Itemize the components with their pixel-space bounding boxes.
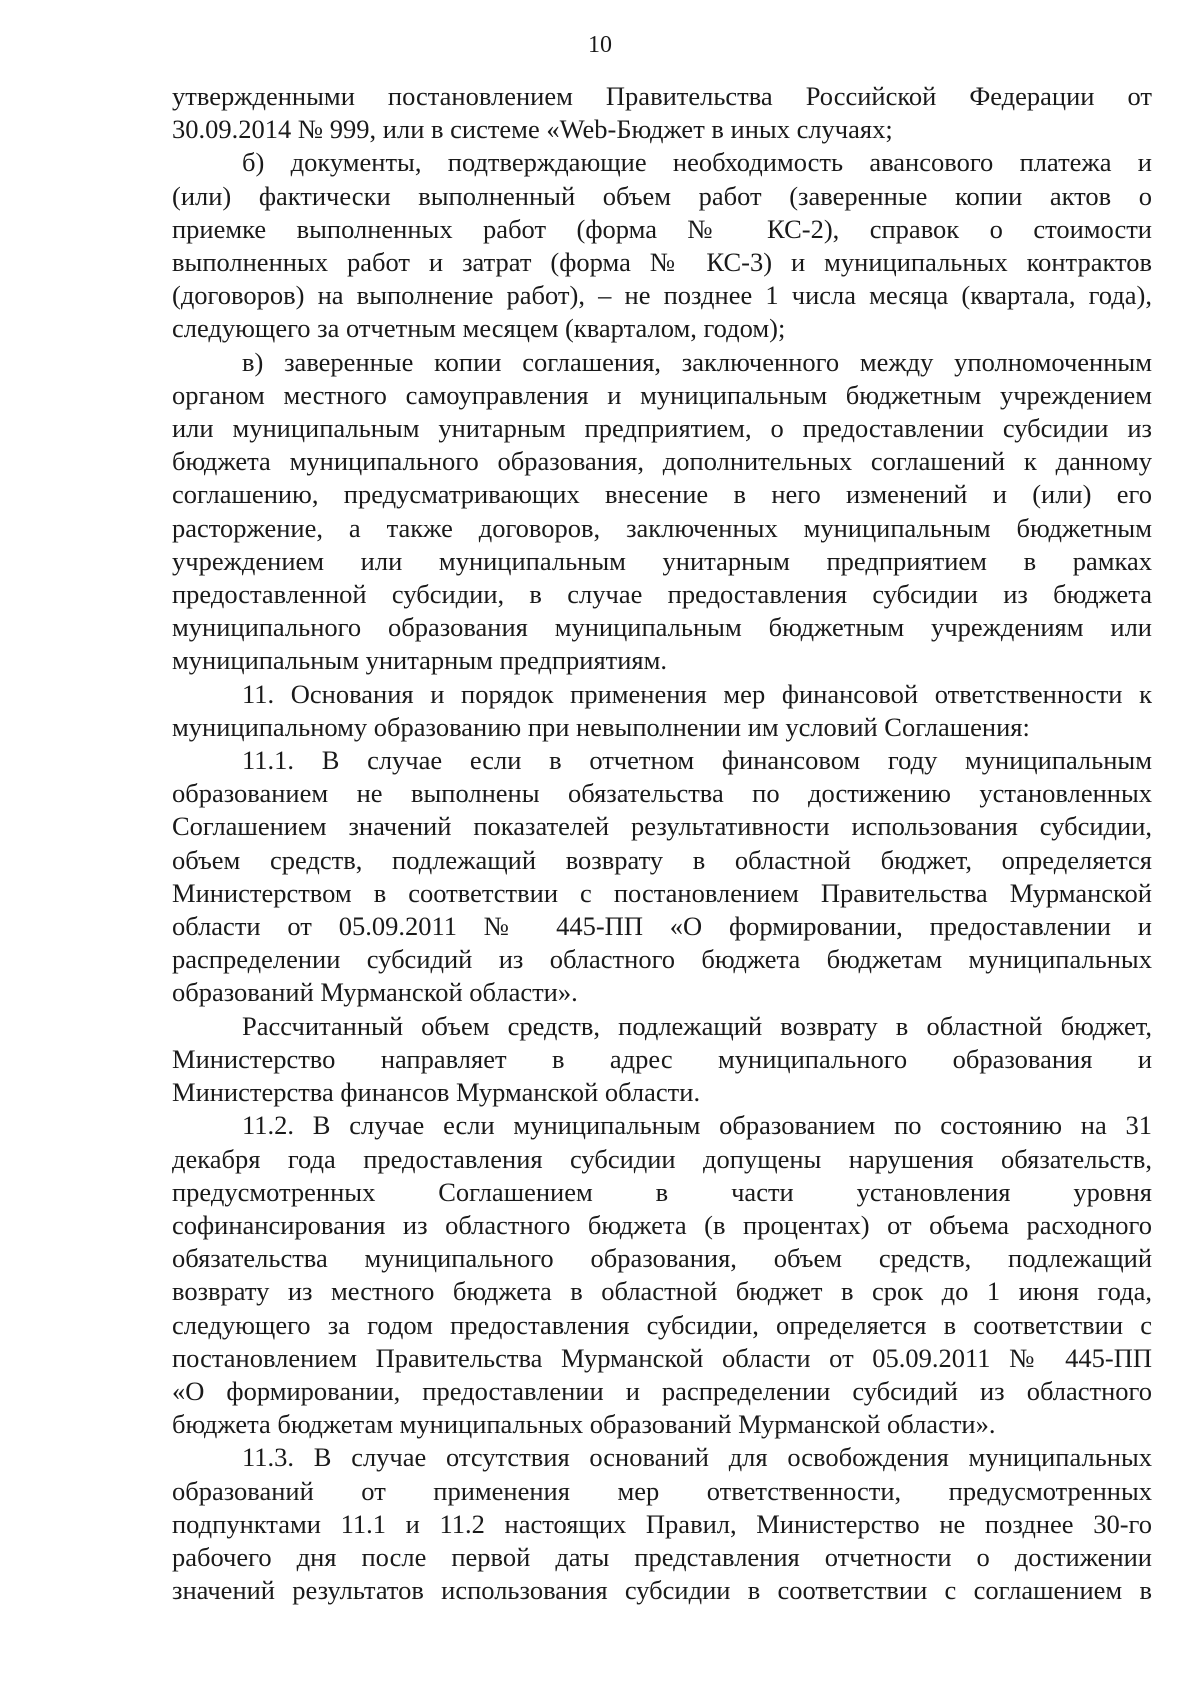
text-line: расторжение, а также договоров, заключенных муниципальным бюджетным — [172, 512, 1152, 543]
text-line: соглашению, предусматривающих внесение в него изменений и (или) его — [172, 479, 1152, 510]
text-line: образований Мурманской области». — [172, 977, 578, 1008]
paragraph-v — [172, 346, 1152, 645]
text-line: 11.3. В случае отсутствия оснований для освобождения муниципальных — [242, 1442, 1152, 1473]
text-line-last: 30.09.2014 № 999, или в системе «Web-Бюджет в иных случаях; — [172, 114, 893, 145]
text-line: декабря года предоставления субсидии допущены нарушения обязательств, — [172, 1143, 1152, 1174]
paragraph-11-2 — [172, 1109, 1152, 1408]
paragraph-11-3 — [172, 1441, 1152, 1607]
paragraph-b — [172, 146, 1152, 312]
text-line: значений результатов использования субсидии в соответствии с соглашением в — [172, 1575, 1152, 1606]
text-line: предоставленной субсидии, в случае предоставления субсидии из бюджета — [172, 579, 1152, 610]
text-line: обязательства муниципального образования, объем средств, подлежащий — [172, 1243, 1152, 1274]
text-line: в) заверенные копии соглашения, заключенного между уполномоченным — [242, 346, 1152, 377]
text-line: «О формировании, предоставлении и распределении субсидий из областного — [172, 1375, 1152, 1406]
text-line: 11.2. В случае если муниципальным образованием по состоянию на 31 — [242, 1110, 1152, 1141]
paragraph-calculated — [172, 1010, 1152, 1076]
paragraph-11-1-end — [172, 976, 1152, 1009]
text-line: органом местного самоуправления и муниципальным бюджетным учреждением — [172, 379, 1152, 410]
document-body — [172, 80, 1152, 1607]
text-line: или муниципальным унитарным предприятием, о предоставлении субсидии из — [172, 413, 1152, 444]
page-number: 10 — [588, 32, 612, 58]
text-line: 11. Основания и порядок применения мер финансовой ответственности к — [242, 678, 1152, 709]
text-line: образованием не выполнены обязательства по достижению установленных — [172, 778, 1152, 809]
paragraph-b-end — [172, 312, 1152, 345]
paragraph-11-2-end — [172, 1408, 1152, 1441]
text-line: объем средств, подлежащий возврату в областной бюджет, определяется — [172, 844, 1152, 875]
text-line: утвержденными постановлением Правительства Российской Федерации от — [172, 81, 1152, 111]
text-line: рабочего дня после первой даты представления отчетности о достижении — [172, 1541, 1152, 1572]
paragraph-calculated-end — [172, 1076, 1152, 1109]
paragraph-11-1 — [172, 744, 1152, 976]
text-line: муниципальным унитарным предприятиям. — [172, 645, 667, 676]
section-11-heading — [172, 678, 1152, 711]
text-line: бюджета муниципального образования, дополнительных соглашений к данному — [172, 446, 1152, 477]
text-line: приемке выполненных работ (форма № КС-2), справок о стоимости — [172, 213, 1152, 244]
text-line: Министерство направляет в адрес муниципального образования и — [172, 1043, 1152, 1074]
text-line: (или) фактически выполненный объем работ (заверенные копии актов о — [172, 180, 1152, 211]
text-line: Соглашением значений показателей результативности использования субсидии, — [172, 811, 1152, 842]
text-line: выполненных работ и затрат (форма № КС-3) и муниципальных контрактов — [172, 247, 1152, 278]
text-line: муниципального образования муниципальным бюджетным учреждениям или — [172, 612, 1152, 643]
text-line: постановлением Правительства Мурманской области от 05.09.2011 № 445-ПП — [172, 1342, 1152, 1373]
text-line: 11.1. В случае если в отчетном финансовом году муниципальным — [242, 745, 1152, 776]
text-line: Рассчитанный объем средств, подлежащий возврату в областной бюджет, — [242, 1010, 1152, 1041]
text-line: бюджета бюджетам муниципальных образований Мурманской области». — [172, 1409, 996, 1440]
text-line: Министерством в соответствии с постановлением Правительства Мурманской — [172, 877, 1152, 908]
text-line: образований от применения мер ответственности, предусмотренных — [172, 1475, 1152, 1506]
paragraph-v-end — [172, 644, 1152, 677]
text-line: софинансирования из областного бюджета (в процентах) от объема расходного — [172, 1209, 1152, 1240]
text-line: Министерства финансов Мурманской области. — [172, 1077, 701, 1108]
text-line: (договоров) на выполнение работ), – не позднее 1 числа месяца (квартала, года), — [172, 280, 1152, 311]
text-line: б) документы, подтверждающие необходимость авансового платежа и — [242, 147, 1152, 178]
text-line: учреждением или муниципальным унитарным предприятием в рамках — [172, 545, 1152, 576]
text-line: следующего за годом предоставления субсидии, определяется в соответствии с — [172, 1309, 1152, 1340]
section-11-heading-end — [172, 711, 1152, 744]
text-line: подпунктами 11.1 и 11.2 настоящих Правил, Министерство не позднее 30-го — [172, 1508, 1152, 1539]
paragraph-continuation — [172, 80, 1152, 146]
text-line: муниципальному образованию при невыполнении им условий Соглашения: — [172, 711, 1030, 742]
text-line: предусмотренных Соглашением в части установления уровня — [172, 1176, 1152, 1207]
text-line: возврату из местного бюджета в областной бюджет в срок до 1 июня года, — [172, 1276, 1152, 1307]
text-line: области от 05.09.2011 № 445-ПП «О формировании, предоставлении и — [172, 911, 1152, 942]
text-line: следующего за отчетным месяцем (кварталом, годом); — [172, 313, 786, 344]
text-line: распределении субсидий из областного бюджета бюджетам муниципальных — [172, 944, 1152, 975]
